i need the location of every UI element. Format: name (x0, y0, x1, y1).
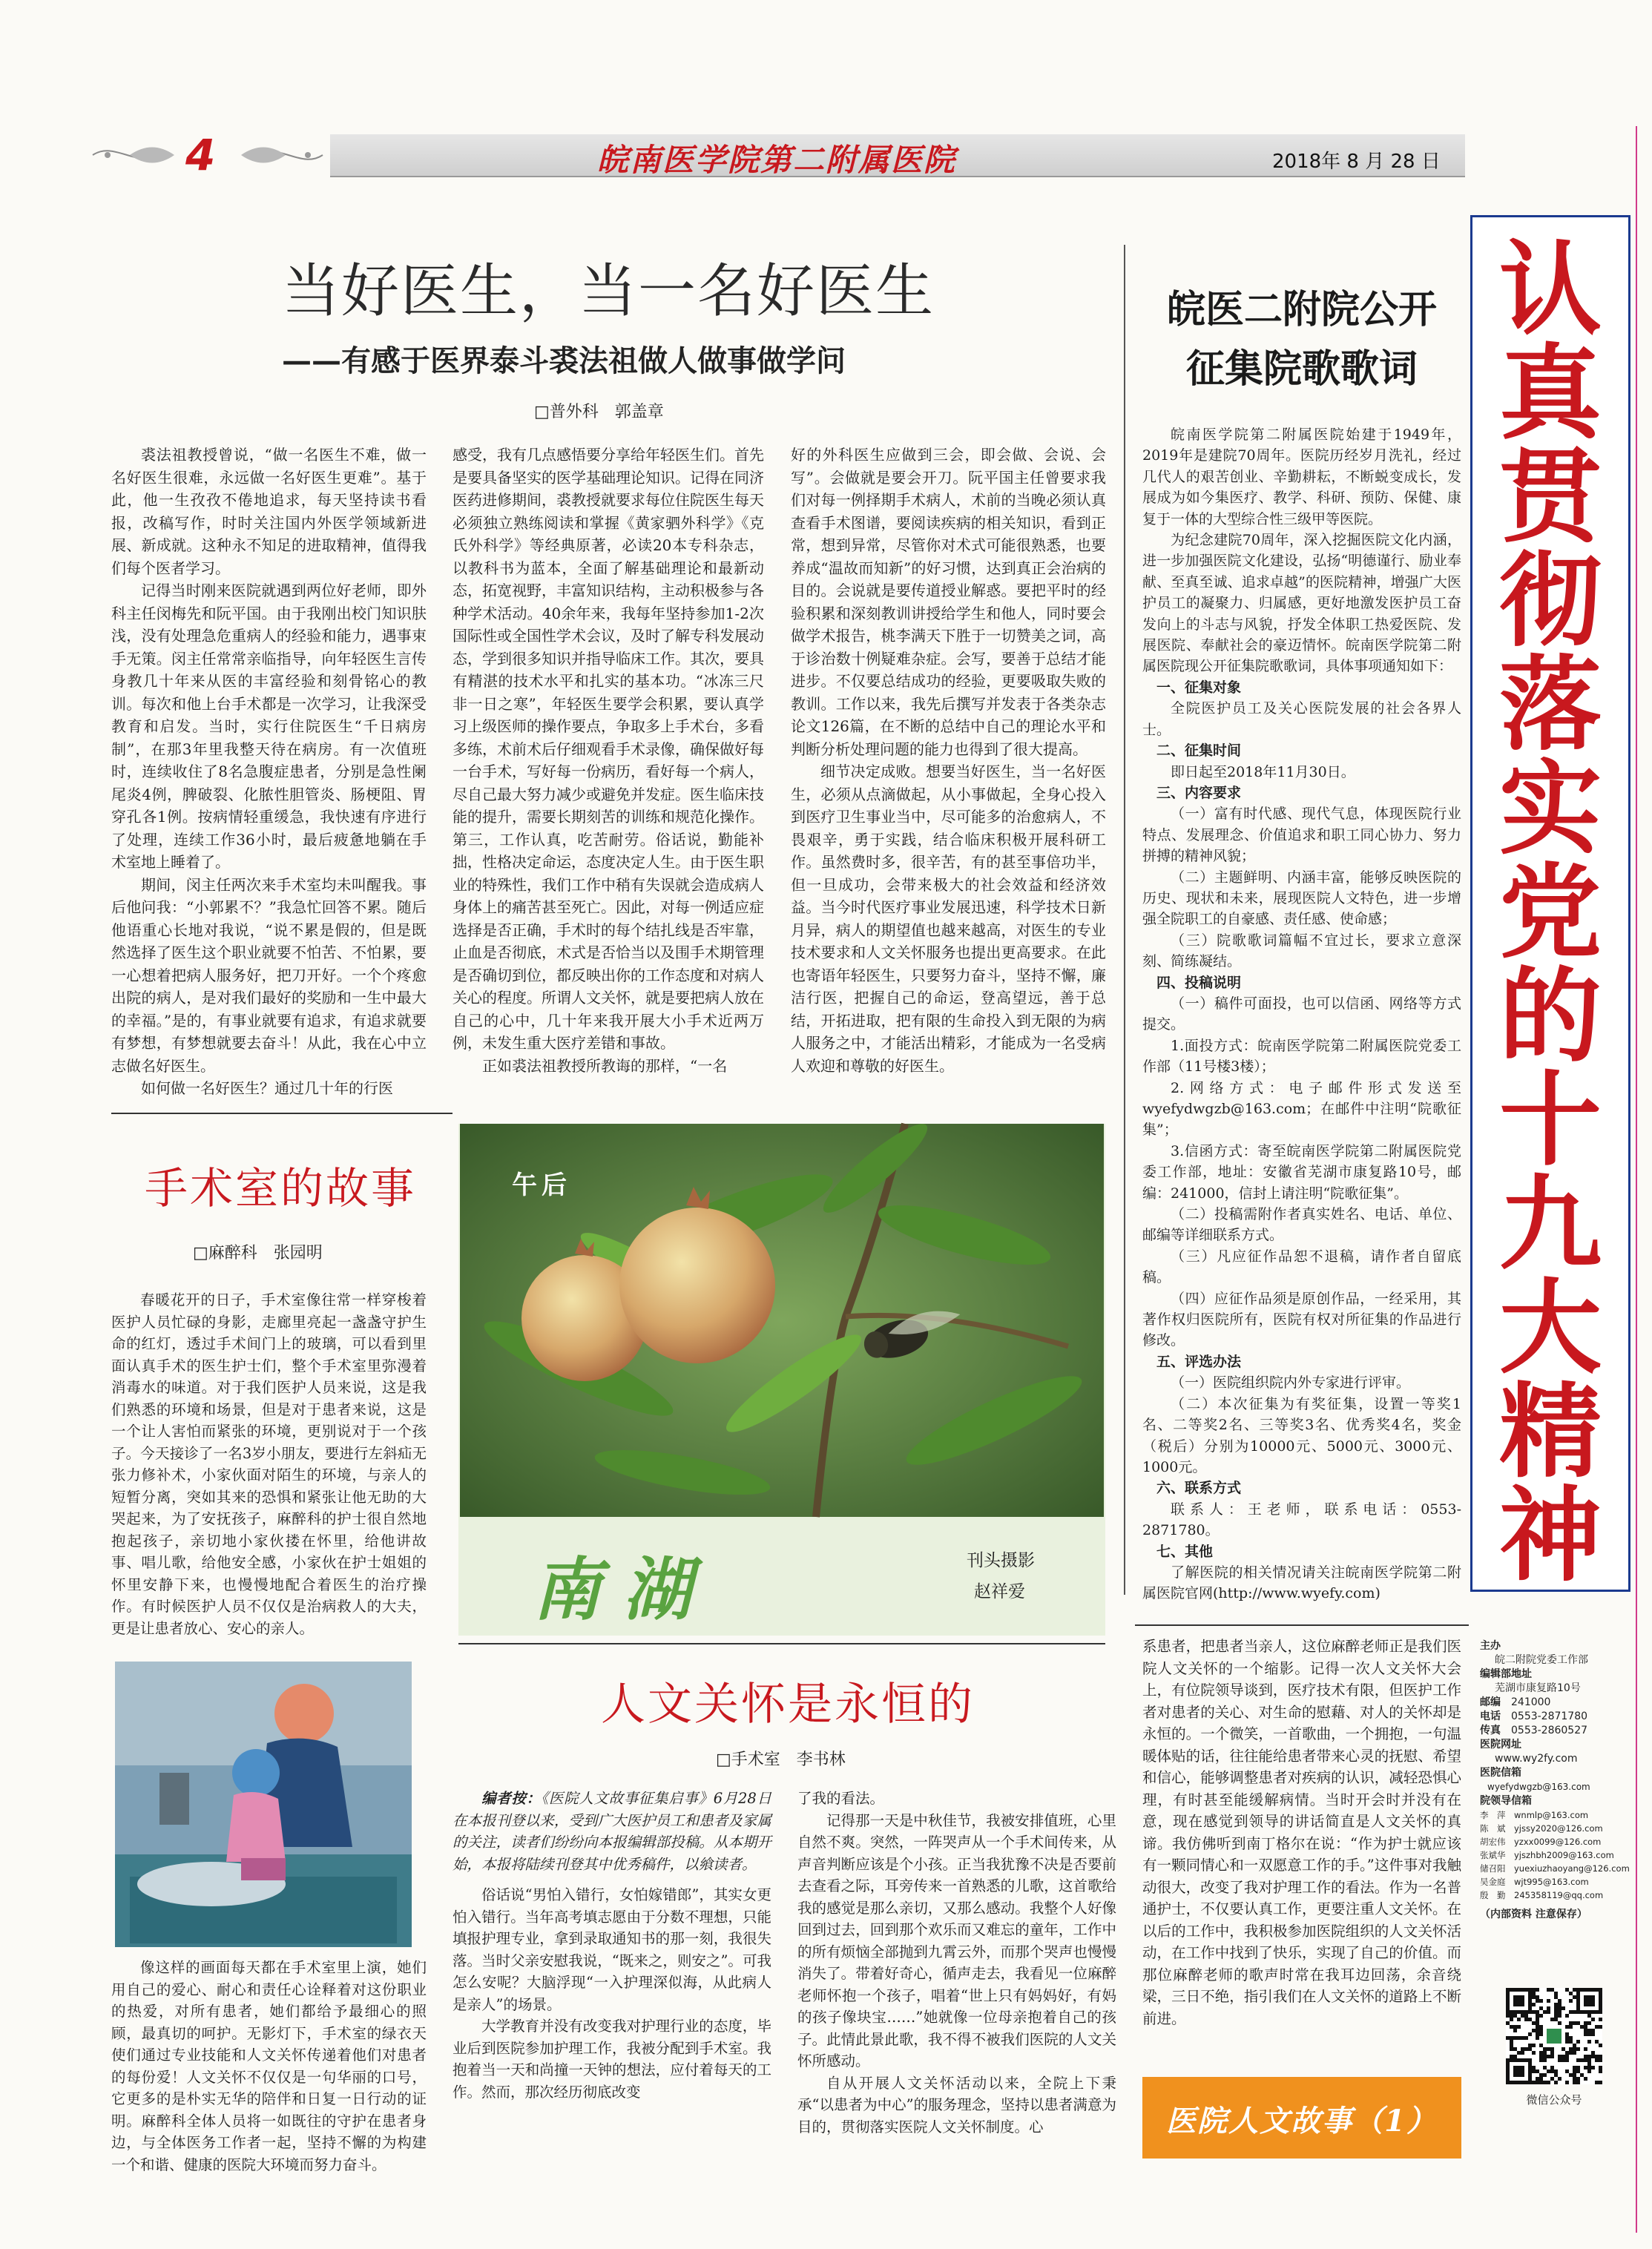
paragraph: 皖南医学院第二附属医院始建于1949年，2019年是建院70周年。医院历经岁月洗礼，经过几代人的艰苦创业、辛勤耕耘，不断蜕变成长，发展成为如今集医疗、教学、科研、预防、保健、康复于一体的大型综合性三级甲等医院。 (1142, 427, 1461, 527)
paragraph: （四）应征作品须是原创作品，一经采用，其著作权归医院所有，医院有权对所征集的作品进行修改。 (1142, 1290, 1461, 1349)
leader-email: 陈 斌 yjssy2020@126.com (1480, 1823, 1603, 1834)
paragraph: （三）院歌歌词篇幅不宜过长，要求立意深刻、简练凝结。 (1142, 932, 1461, 970)
phone-value: 0553-2871780 (1511, 1710, 1588, 1722)
article1-byline: □普外科 郭盖章 (534, 403, 664, 421)
address-label: 编辑部地址 (1480, 1668, 1532, 1680)
paragraph: 1.面投方式：皖南医学院第二附属医院党委工作部（11号楼3楼）； (1142, 1037, 1461, 1076)
leader-email-list (1480, 1808, 1630, 1902)
nurse-child-photo (115, 1662, 412, 1947)
postcode-value: 241000 (1511, 1696, 1551, 1708)
host-value: 皖二附院党委工作部 (1495, 1654, 1588, 1666)
editor-note-label: 编者按： (481, 1790, 542, 1807)
paragraph: 春暖花开的日子，手术室像往常一样穿梭着医护人员忙碌的身影，走廊里亮起一盏盏守护生命的红灯，透过手术间门上的玻璃，可以看到里面认真手术的医生护士们，整个手术室里弥漫着消毒水的味道。对于我们医护人员来说，这是我们熟悉的环境和场景，但是对于患者来说，这是一个让人害怕而紧张的环境，更别说对于一个孩子。今天接诊了一名3岁小朋友，要进行左斜疝无张力修补术，小家伙面对陌生的环境，与亲人的短暂分离，突如其来的恐惧和紧张让他无助的大哭起来，为了安抚孩子，麻醉科的护士很自然地抱起孩子，亲切地小家伙搂在怀里，给他讲故事、唱儿歌，给他安全感，小家伙在护士姐姐的怀里安静下来，也慢慢地配合着医生的治疗操作。有时候医护人员不仅仅是治病救人的大夫，更是让患者放心、安心的亲人。 (111, 1291, 427, 1637)
paragraph: 正如裘法祖教授所教诲的那样，“一名 (482, 1056, 728, 1075)
column-divider (1124, 245, 1125, 1595)
paragraph: （二）本次征集为有奖征集，设置一等奖1名、二等奖2名、三等奖3名、优秀奖4名，奖金（税后）分别为10000元、5000元、3000元、1000元。 (1142, 1395, 1461, 1475)
paragraph: 即日起至2018年11月30日。 (1171, 763, 1355, 780)
fax-value: 0553-2860527 (1511, 1725, 1588, 1736)
paragraph: （一）稿件可面投，也可以信函、网络等方式提交。 (1142, 995, 1461, 1033)
paragraph: 大学教育并没有改变我对护理行业的态度，毕业后到医院参加护理工作，我被分配到手术室。我抱着当一天和尚撞一天钟的想法，应付着每天的工作。然而，那次经历彻底改变 (453, 2018, 771, 2101)
paragraph: 联系人：王老师，联系电话：0553-2871780。 (1142, 1501, 1461, 1539)
paragraph: 了解医院的相关情况请关注皖南医学院第二附属医院官网(http://www.wyefy.com) (1142, 1564, 1461, 1602)
editor-note (453, 1788, 771, 1875)
care-col2 (797, 1788, 1116, 2240)
leaders-label: 院领导信箱 (1480, 1795, 1532, 1807)
paragraph: （二）投稿需附作者真实姓名、电话、单位、邮编等详细联系方式。 (1142, 1206, 1461, 1244)
article1-col2 (453, 444, 764, 1107)
paragraph: 2.网络方式：电子邮件形式发送至wyefydwgzb@163.com；在邮件中注明“院歌征集”； (1142, 1079, 1461, 1139)
paragraph: （一）医院组织院内外专家进行评审。 (1171, 1374, 1411, 1392)
article1-subtitle: ——有感于医界泰斗裘法祖做人做事做学问 (282, 343, 846, 378)
paragraph: 记得当时刚来医院就遇到两位好老师，即外科主任闵梅先和阮平国。由于我刚出校门知识肤浅，没有处理急危重病人的经验和能力，遇事束手无策。闵主任常常亲临指导，向年轻医生言传身教几十年来从医的丰富经验和刻骨铭心的教训。每次和他上台手术都是一次学习，让我深受教育和启发。当时，实行住院医生“千日病房制”，在那3年里我整天待在病房。有一次值班时，连续收住了8名急腹症患者，分别是急性阑尾炎4例，脾破裂、化脓性胆管炎、肠梗阻、胃穿孔各1例。按病情轻重缓急，我快速有序进行了处理，连续工作36小时，最后疲惫地躺在手术室地上睡着了。 (111, 582, 427, 871)
paragraph: （三）凡应征作品恕不退稿，请作者自留底稿。 (1142, 1248, 1461, 1286)
mail-label: 医院信箱 (1480, 1767, 1521, 1779)
notice-section-heading: 四、投稿说明 (1156, 974, 1242, 991)
notice-section-heading: 六、联系方式 (1156, 1480, 1242, 1497)
banner-frame (1470, 215, 1630, 1596)
phone-row (1480, 1710, 1621, 1724)
masthead-info (1480, 1639, 1630, 1922)
notice-section-heading: 三、内容要求 (1156, 784, 1242, 801)
banner-slogan: 认真贯彻落实党的十九大精神 (1498, 230, 1602, 1596)
qr-caption: 微信公众号 (1526, 2093, 1582, 2107)
leader-email: 胡宏伟 yzxx0099@126.com (1480, 1837, 1602, 1847)
photo-credit-label: 刊头摄影 (967, 1551, 1035, 1570)
issue-date: 2018年 8 月 28 日 (1272, 151, 1441, 173)
website-label: 医院网址 (1480, 1739, 1521, 1751)
phone-label: 电话 (1480, 1710, 1501, 1722)
paragraph: 期间，闵主任两次来手术室均未叫醒我。事后他问我：“小郭累不？”我急忙回答不累。随后他语重心长地对我说，“说不累是假的，但是既然选择了医生这个职业就要不怕苦、不怕累，要一心想着把病人服务好，把刀开好。一个个疼愈出院的病人，是对我们最好的奖励和一生中最大的幸福。”是的，有事业就要有追求，有追求就要有梦想，有梦想就要去奋斗！从此，我在心中立志做名好医生。 (111, 875, 427, 1075)
article1-col3 (791, 444, 1106, 1081)
paragraph: 3.信函方式：寄至皖南医学院第二附属医院党委工作部，地址：安徽省芜湖市康复路10号，邮编：241000，信封上请注明“院歌征集”。 (1142, 1142, 1461, 1202)
leader-email: 殷 勤 245358119@qq.com (1480, 1890, 1604, 1900)
fax-label: 传真 (1480, 1725, 1501, 1736)
wechat-qr-code[interactable] (1506, 1988, 1602, 2084)
photo-caption-bottom: 南湖 (533, 1550, 714, 1630)
leader-email: 吴金庭 wjt995@163.com (1480, 1877, 1589, 1887)
page-border-right (1636, 126, 1637, 2233)
internal-notice: （内部资料 注意保存） (1480, 1909, 1587, 1920)
care-byline: □手术室 李书林 (716, 1751, 846, 1769)
paragraph: 记得那一天是中秋佳节，我被安排值班，心里自然不爽。突然，一阵哭声从一个手术间传来，从声音判断应该是个小孩。正当我犹豫不决是否要前去查看之际，耳旁传来一首熟悉的儿歌，这首歌给我的感觉是那么亲切，又那么感动。我整个人好像回到过去，回到那个欢乐而又难忘的童年，工作中的所有烦恼全部抛到九霄云外，而那个哭声也慢慢消失了。带着好奇心，循声走去，我看见一位麻醉老师怀抱一个孩子，唱着“世上只有妈妈好，有妈的孩子像块宝……”她就像一位母亲抱着自己的孩子。此情此景此歌，我不得不被我们医院的人文关怀所感动。 (797, 1811, 1116, 2069)
paragraph: 裘法祖教授曾说，“做一名医生不难，做一名好医生很难，永远做一名好医生更难”。基于此，他一生孜孜不倦地追求，每天坚持读书看报，改稿写作，时时关注国内外医学领域新进展、新成就。这种永不知足的进取精神，值得我们每个医者学习。 (111, 446, 427, 577)
paragraph: 为纪念建院70周年，深入挖掘医院文化内涵，进一步加强医院文化建设，弘扬“明德谨行、励业奉献、至真至诚、追求卓越”的医院精神，增强广大医护员工的凝聚力、归属感，更好地激发医护员工奋发向上的斗志与风貌，抒发全体职工热爱医院、发展医院、奉献社会的豪迈情怀。皖南医学院第二附属医院现公开征集院歌歌词，具体事项通知如下： (1142, 532, 1461, 675)
photo-caption-top: 午后 (512, 1170, 571, 1200)
fax-row (1480, 1724, 1621, 1738)
care-title: 人文关怀是永恒的 (601, 1679, 975, 1731)
article1-title: 当好医生，当一名好医生 (282, 258, 935, 325)
care-col1 (453, 1788, 771, 2240)
section-rule (1135, 1624, 1469, 1626)
paragraph: 感受，我有几点感悟要分享给年轻医生们。首先是要具备坚实的医学基础理论知识。记得在同济医药进修期间，裘教授就要求每位住院医生每天必须独立熟练阅读和掌握《黄家驷外科学》《克氏外科学》等经典原著，必读20本专科杂志，以教科书为蓝本，全面了解基础理论和最新动态，拓宽视野，丰富知识结构，主动积极参与各种学术活动。40余年来，我每年坚持参加1-2次国际性或全国性学术会议，及时了解专科发展动态，学到很多知识并指导临床工作。其次，要具有精湛的技术水平和扎实的基本功。“冰冻三尺非一日之寒”，年轻医生要学会积累，要认真学习上级医师的操作要点，争取多上手术台，多看多练，术前术后仔细观看手术录像，确保做好每一台手术，写好每一份病历，看好每一个病人，尽自己最大努力减少或避免并发症。医生临床技能的提升，需要长期刻苦的训练和规范化操作。第三，工作认真，吃苦耐劳。俗话说，勤能补拙，性格决定命运，态度决定人生。由于医生职业的特殊性，我们工作中稍有失误就会造成病人身体上的痛苦甚至死亡。因此，对每一例适应症选择是否正确，手术时的每个结扎线是否牢靠，止血是否彻底，术式是否恰当以及围手术期管理是否确切到位，都反映出你的工作态度和对病人关心的程度。所谓人文关怀，就是要把病人放在自己的心中，几十年来我开展大小手术近两万例，未发生重大医疗差错和事故。 (453, 446, 764, 1052)
paragraph: 像这样的画面每天都在手术室里上演，她们用自己的爱心、耐心和责任心诠释着对这份职业的热爱，对所有患者，她们都给予最细心的照顾，最真切的呵护。无影灯下，手术室的绿衣天使们通过专业技能和人文关怀传递着他们对患者的每份爱！人文关怀不仅仅是一句华丽的口号，它更多的是朴实无华的陪伴和日复一日行动的证明。麻醉科全体人员将一如既往的守护在患者身边，与全体医务工作者一起，坚持不懈的为构建一个和谐、健康的医院大环境而努力奋斗。 (111, 1959, 427, 2173)
or-story-title: 手术室的故事 (145, 1163, 417, 1214)
or-story-col1 (111, 1289, 427, 1660)
paragraph: 如何做一名好医生？通过几十年的行医 (141, 1079, 393, 1097)
paragraph: （一）富有时代感、现代气息，体现医院行业特点、发展理念、价值追求和职工同心协力、努力拼搏的精神风貌； (1142, 806, 1461, 865)
song-title-line2: 征集院歌歌词 (1185, 347, 1418, 392)
qr-code-icon (1506, 1988, 1602, 2084)
paragraph: 好的外科医生应做到三会，即会做、会说、会写”。会做就是要会开刀。阮平国主任曾要求我们对每一例择期手术病人，术前的当晚必须认真查看手术图谱，要阅读疾病的相关知识，看到正常，想到异常，尽管你对术式可能很熟悉，也要养成“温故而知新”的好习惯，达到真正会治病的目的。会说就是要传道授业解惑。要把平时的经验积累和深刻教训讲授给学生和他人，同时要会做学术报告，桃李满天下胜于一切赞美之词，高于诊治数十例疑难杂症。会写，要善于总结才能进步。不仅要总结成功的经验，更要吸取失败的教训。工作以来，我先后撰写并发表于各类杂志论文126篇，在不断的总结中自己的理论水平和判断分析处理问题的能力也得到了很大提高。 (791, 446, 1106, 758)
page-header (85, 130, 1465, 182)
paragraph: （二）主题鲜明、内涵丰富，能够反映医院的历史、现状和未来，展现医院人文特色，进一步增强全院职工的自豪感、责任感、使命感； (1142, 869, 1461, 928)
article1-col1 (111, 444, 427, 1107)
notice-section-heading: 七、其他 (1156, 1543, 1214, 1560)
notice-section-heading: 一、征集对象 (1156, 679, 1242, 696)
host-label: 主办 (1480, 1640, 1501, 1652)
paragraph: 自从开展人文关怀活动以来，全院上下秉承“以患者为中心”的服务理念，坚持以患者满意为目的，贯彻落实医院人文关怀制度。心 (797, 2074, 1116, 2136)
leader-email: 储召阳 yuexiuzhaoyang@126.com (1480, 1863, 1630, 1874)
section-rule (111, 1113, 453, 1114)
leader-email: 李 萍 wnmlp@163.com (1480, 1810, 1589, 1820)
leader-email: 张斌华 yjszhbh2009@163.com (1480, 1850, 1614, 1860)
paragraph: 系患者，把患者当亲人，这位麻醉老师正是我们医院人文关怀的一个缩影。记得一次人文关怀大会上，有位院领导谈到，医疗技术有限，但医护工作者对患者的关心、对生命的慰藉、对人的关怀却是永恒的。一个微笑，一首歌曲，一个拥抱，一句温暖体贴的话，往往能给患者带来心灵的抚慰、希望和信心，能够调整患者对疾病的认识，减轻恐惧心理，有时甚至能缓解病情。当时开会时并没有在意，现在感觉到领导的讲话简直是人文关怀的真谛。我仿佛听到南丁格尔在说：“作为护士就应该有一颗同情心和一双愿意工作的手。”这件事对我触动很大，改变了我对护理工作的看法。作为一名普通护士，不仅要认真工作，更要注重人文关怀。在以后的工作中，我积极参加医院组织的人文关怀活动，在工作中找到了快乐，实现了自己的价值。而那位麻醉老师的歌声时常在我耳边回荡，余音绕梁，三日不绝，指引我们在人文关怀的道路上不断前进。 (1142, 1638, 1461, 2027)
photo-credit-name: 赵祥爱 (974, 1582, 1025, 1601)
section-rule (458, 1643, 1105, 1644)
song-title-line1: 皖医二附院公开 (1166, 288, 1437, 332)
website-value: www.wy2fy.com (1495, 1753, 1578, 1765)
postcode-label: 邮编 (1480, 1696, 1501, 1708)
column-tag-text: 医院人文故事（1） (1166, 2104, 1438, 2138)
notice-section-heading: 五、评选办法 (1156, 1353, 1242, 1370)
or-story-col2 (111, 1957, 427, 2235)
pomegranate-photo (460, 1124, 1104, 1517)
address-value: 芜湖市康复路10号 (1495, 1682, 1581, 1694)
care-col3 (1142, 1636, 1461, 2062)
pomegranate-photo-frame (458, 1124, 1105, 1636)
paragraph: 了我的看法。 (797, 1790, 885, 1807)
paragraph: 细节决定成败。想要当好医生，当一名好医生，必须从点滴做起，从小事做起，全身心投入到医疗卫生事业当中，尽可能多的治愈病人，不畏艰辛，勇于实践，结合临床积极开展科研工作。虽然费时多，很辛苦，有的甚至事倍功半，但一旦成功，会带来极大的社会效益和经济效益。当今时代医疗事业发展迅速，科学技术日新月异，病人的期望值也越来越高，对医生的专业技术要求和人文关怀服务也提出更高要求。在此也寄语年轻医生，只要努力奋斗，坚持不懈，廉洁行医，把握自己的命运，登高望远，善于总结，开拓进取，把有限的生命投入到无限的为病人服务之中，才能活出精彩，才能成为一名受病人欢迎和尊敬的好医生。 (791, 763, 1106, 1075)
song-notice-body (1142, 424, 1461, 1602)
paragraph: 俗话说“男怕入错行，女怕嫁错郎”，其实女更怕入错行。当年高考填志愿由于分数不理想，只能填报护理专业，拿到录取通知书的那一刻，我很失落。当时父亲安慰我说，“既来之，则安之”。可我怎么安呢？大脑浮现“一入护理深似海，从此病人是亲人”的场景。 (453, 1886, 771, 2013)
or-story-byline: □麻醉科 张园明 (193, 1244, 323, 1262)
notice-section-heading: 二、征集时间 (1156, 742, 1242, 760)
masthead-title: 皖南医学院第二附属医院 (597, 142, 957, 178)
mail-value: wyefydwgzb@163.com (1487, 1782, 1590, 1792)
paragraph: 全院医护员工及关心医院发展的社会各界人士。 (1142, 700, 1461, 738)
postcode-row (1480, 1696, 1621, 1710)
page-number: 4 (185, 130, 216, 180)
editor-note-text: 《医院人文故事征集启事》6月28日在本报刊登以来，受到广大医护员工和患者及家属的关注，读者们纷纷向本报编辑部投稿。从本期开始，本报将陆续刊登其中优秀稿件，以飨读者。 (453, 1790, 771, 1873)
column-tag (1142, 2077, 1461, 2159)
